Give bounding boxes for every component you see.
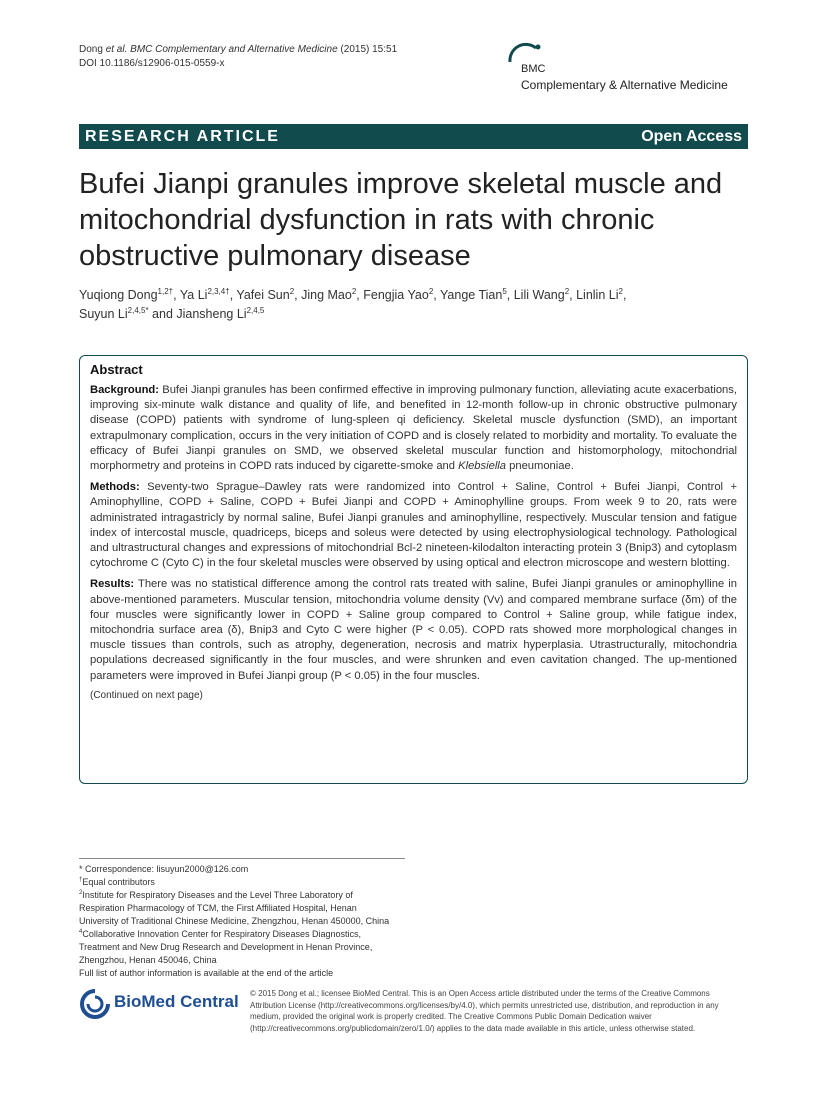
title-line: Bufei Jianpi granules improve skeletal muscle and: [79, 168, 723, 200]
footnotes: [79, 863, 419, 980]
author-list: [79, 286, 749, 324]
journal-logo-bmc: BMC: [521, 63, 546, 75]
full-author-info-note: Full list of author information is available at the end of the article: [79, 968, 334, 978]
author: Linlin Li$^2$,: [576, 286, 627, 302]
article-type-label: RESEARCH ARTICLE: [85, 127, 280, 145]
author: Lili Wang$^2$,: [513, 286, 577, 302]
affiliation-4-line: Treatment and New Drug Research and Development in Henan Province,: [79, 942, 373, 952]
abstract-heading: Abstract: [90, 362, 143, 377]
author: Suyun $Li^{2,4,5*}$ and: [79, 305, 177, 321]
open-access-label: Open Access: [641, 127, 742, 145]
footnote-divider: [79, 858, 405, 859]
affiliation-4: $^4$Collaborative Innovation Center for Respiratory Diseases Diagnostics,: [79, 929, 361, 939]
title-line: mitochondrial dysfunction in rats with chronic: [79, 204, 655, 236]
continued-note: (Continued on next page): [90, 689, 203, 701]
abstract-methods: Methods: Seventy-two Sprague–Dawley rats were randomized into Control + Saline, Control + Bufei Jianpi, Control + Aminophylline, COPD + Saline, COPD + Bufei Jianpi and COPD + Aminophylline groups. From week 9 to 20, rats were administrated intragastricly by normal saline, Bufei Jianpi granules and aminophylline, respectively. Muscular tension and fatigue index of intercostal muscle, quadriceps, biceps and soleus were detected by using electrophysiological technology. Pathological and ultrastructural changes and expressions of mitochondrial Bcl-2 nineteen-kilodalton interacting protein 3 (Bnip3) and cytoplasm cytochrome C (Cyto C) in the four skeletal muscles were observed by using optical and electron microscope and western blotting.: [90, 481, 737, 570]
affiliation-4-line: Zhengzhou, Henan 450046, China: [79, 955, 217, 965]
running-header: [79, 43, 397, 71]
abstract-box: [79, 355, 748, 784]
author: Jing Mao$^2$,: [301, 286, 364, 302]
abstract-results: Results: There was no statistical difference among the control rats treated with saline, Bufei Jianpi granules or aminophylline in above-mentioned parameters. Muscular tension, mitochondria volume density (Vv) and compared membrane surface (δm) of the four muscles were significantly lower in COPD + Saline group compared to Control + Saline group, while fatigue index, mitochondria surface area (δ), Bnip3 and Cyto C were higher (P < 0.05). COPD rats showed more morphological changes in muscle tissues than controls, such as atrophy, degeneration, necrosis and matrix hyperplasia. Utrastructurally, mitochondria populations decreased significantly in the four muscles, and were shrunken and even cavitation changed. The up-mentioned parameters were improved in Bufei Jianpi group (P < 0.05) in the four muscles.: [90, 578, 737, 682]
title-line: obstructive pulmonary disease: [79, 240, 471, 272]
author: Yange Tian$^5$,: [440, 286, 514, 302]
author: Fengjia Yao$^2$,: [363, 286, 440, 302]
correspondence[interactable]: * Correspondence: lisuyun2000@126.com: [79, 864, 249, 874]
doi[interactable]: DOI 10.1186/s12906-015-0559-x: [79, 58, 225, 69]
author: Yuqiong Dong$^{1,2\dagger}$,: [79, 286, 180, 302]
citation-line: Dong et al. BMC Complementary and Alternative Medicine (2015) 15:51: [79, 44, 398, 55]
abstract-background: Background: Bufei Jianpi granules has been confirmed effective in improving pulmonary function, alleviating acute exacerbations, improving six-minute walk distance and quality of life, and benefited in 12-month follow-up in chronic obstructive pulmonary disease (COPD) patients with syndrome of lung-spleen qi deficiency. Skeletal muscle dysfunction (SMD), an important extrapulmonary complication, occurs in the very initiation of COPD and is closely related to morbidity and mortality. To evaluate the efficacy of Bufei Jianpi granules on SMD, we observed skeletal muscular function and histomorphology, mitochondrial morphormetry and proteins in COPD rats induced by cigarette-smoke and Klebsiella pneumoniae.: [90, 384, 737, 473]
license-statement: © 2015 Dong et al.; licensee BioMed Central. This is an Open Access article distributed under the terms of the Creative Commons Attribution License (http://creativecommons.org/licenses/by/4.0), which permits unrestricted use, distribution, and reproduction in any medium, provided the original work is properly credited. The Creative Commons Public Domain Dedication waiver (http://creativecommons.org/publicdomain/zero/1.0/) applies to the data made available in this article, unless otherwise stated.: [250, 989, 719, 1033]
article-type-band: [79, 124, 748, 149]
author: Jiansheng Li$^{2,4,5}$: [176, 305, 265, 321]
journal-logo-name: Complementary & Alternative Medicine: [521, 78, 728, 92]
biomed-central-logo: BioMed Central: [79, 988, 239, 1020]
affiliation-2-line: University of Traditional Chinese Medicine, Zhengzhou, Henan 450000, China: [79, 916, 390, 926]
author: Ya $Li^{2,3,4\dagger}$,: [179, 286, 237, 302]
affiliation-2-line: Respiration Pharmacology of TCM, the First Affiliated Hospital, Henan: [79, 903, 357, 913]
equal-contributors: †Equal contributors: [79, 877, 155, 887]
journal-logo: [506, 40, 756, 98]
biomed-central-logo-icon: [79, 988, 111, 1020]
affiliation-2: $^2$Institute for Respiratory Diseases and the Level Three Laboratory of: [79, 890, 353, 900]
author: Yafei Sun$^2$,: [236, 286, 302, 302]
article-title: [79, 166, 759, 274]
